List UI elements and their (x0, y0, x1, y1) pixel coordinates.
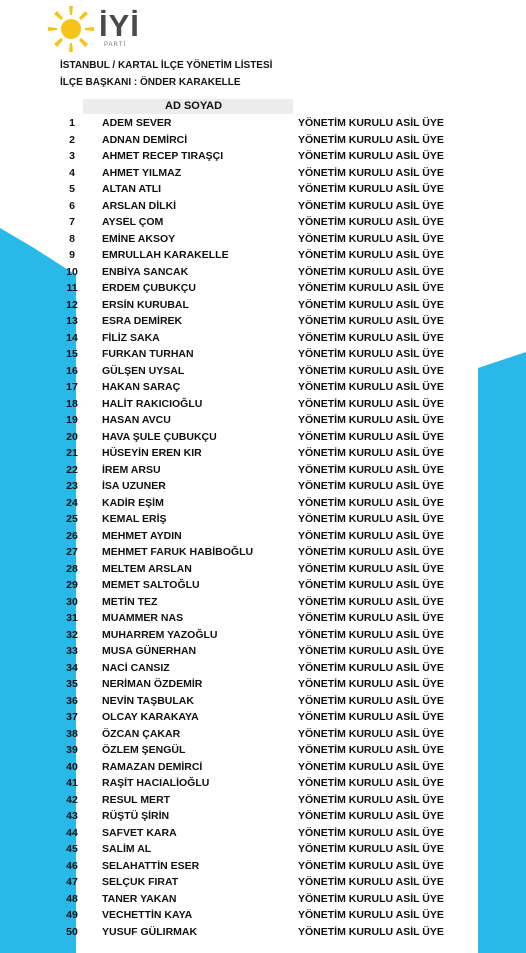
table-row (0, 644, 526, 661)
row-number: 22 (66, 463, 78, 476)
member-name: İSA UZUNER (102, 480, 166, 492)
row-number: 13 (66, 315, 78, 327)
row-number: 44 (66, 826, 78, 839)
member-name: ADEM SEVER (102, 117, 172, 129)
member-role: YÖNETİM KURULU ASİL ÜYE (298, 166, 444, 179)
table-row (0, 215, 526, 232)
member-role: YÖNETİM KURULU ASİL ÜYE (298, 612, 444, 624)
row-number: 2 (69, 133, 75, 146)
row-number: 6 (69, 199, 75, 212)
member-name: FİLİZ SAKA (102, 331, 160, 344)
member-name: MUSA GÜNERHAN (102, 645, 197, 657)
table-row (0, 776, 526, 793)
row-number: 38 (66, 727, 78, 740)
member-role: YÖNETİM KURULU ASİL ÜYE (298, 793, 444, 806)
member-role: YÖNETİM KURULU ASİL ÜYE (298, 529, 444, 542)
row-number: 27 (66, 546, 78, 558)
logo-wordmark: İYİ (99, 8, 140, 43)
member-role: YÖNETİM KURULU ASİL ÜYE (298, 843, 444, 855)
member-role: YÖNETİM KURULU ASİL ÜYE (298, 150, 444, 162)
member-role: YÖNETİM KURULU ASİL ÜYE (298, 232, 444, 245)
member-name: AHMET YILMAZ (102, 166, 182, 179)
document-title: İSTANBUL / KARTAL İLÇE YÖNETİM LİSTESİ (60, 60, 273, 71)
table-row (0, 248, 526, 265)
member-role: YÖNETİM KURULU ASİL ÜYE (298, 364, 444, 377)
row-number: 49 (66, 909, 78, 921)
member-role: YÖNETİM KURULU ASİL ÜYE (298, 562, 444, 575)
table-row (0, 446, 526, 463)
table-row (0, 809, 526, 826)
member-list (0, 116, 526, 941)
row-number: 15 (66, 348, 78, 360)
member-role: YÖNETİM KURULU ASİL ÜYE (298, 463, 444, 476)
member-name: OLCAY KARAKAYA (102, 711, 199, 723)
member-name: ADNAN DEMİRCİ (102, 133, 188, 146)
member-name: ENBİYA SANCAK (102, 265, 189, 278)
member-role: YÖNETİM KURULU ASİL ÜYE (298, 826, 444, 839)
row-number: 35 (66, 678, 78, 690)
member-name: GÜLŞEN UYSAL (102, 364, 185, 377)
table-row (0, 430, 526, 447)
member-name: METİN TEZ (102, 595, 158, 608)
member-role: YÖNETİM KURULU ASİL ÜYE (298, 183, 444, 195)
row-number: 29 (66, 579, 78, 591)
member-name: MUHARREM YAZOĞLU (102, 628, 218, 641)
member-name: NACİ CANSIZ (102, 661, 170, 674)
table-row (0, 578, 526, 595)
member-role: YÖNETİM KURULU ASİL ÜYE (298, 810, 444, 822)
member-name: RÜŞTÜ ŞİRİN (102, 810, 170, 822)
member-role: YÖNETİM KURULU ASİL ÜYE (298, 909, 444, 921)
member-name: SALİM AL (102, 843, 152, 855)
row-number: 37 (66, 711, 78, 723)
member-role: YÖNETİM KURULU ASİL ÜYE (298, 876, 444, 888)
member-role: YÖNETİM KURULU ASİL ÜYE (298, 348, 444, 360)
row-number: 7 (69, 216, 75, 228)
member-role: YÖNETİM KURULU ASİL ÜYE (298, 397, 444, 410)
member-name: ARSLAN DİLKİ (102, 199, 177, 212)
table-row (0, 859, 526, 876)
member-role: YÖNETİM KURULU ASİL ÜYE (298, 892, 444, 905)
member-name: ESRA DEMİREK (102, 315, 183, 327)
member-role: YÖNETİM KURULU ASİL ÜYE (298, 727, 444, 740)
table-row (0, 793, 526, 810)
row-number: 5 (69, 183, 75, 195)
row-number: 31 (66, 612, 78, 624)
row-number: 43 (66, 810, 78, 822)
table-row (0, 512, 526, 529)
member-role: YÖNETİM KURULU ASİL ÜYE (298, 381, 444, 393)
column-header (83, 99, 293, 114)
row-number: 28 (66, 562, 78, 575)
row-number: 24 (66, 496, 78, 509)
member-role: YÖNETİM KURULU ASİL ÜYE (298, 925, 444, 938)
row-number: 40 (66, 760, 78, 773)
row-number: 45 (66, 843, 78, 855)
table-row (0, 133, 526, 150)
row-number: 42 (66, 793, 78, 806)
member-name: HAKAN SARAÇ (102, 381, 181, 393)
table-row (0, 710, 526, 727)
table-row (0, 842, 526, 859)
table-row (0, 677, 526, 694)
row-number: 8 (69, 232, 75, 245)
member-name: YUSUF GÜLIRMAK (102, 925, 198, 938)
row-number: 1 (69, 117, 75, 129)
member-role: YÖNETİM KURULU ASİL ÜYE (298, 595, 444, 608)
member-name: ALTAN ATLI (102, 183, 162, 195)
table-row (0, 496, 526, 513)
table-row (0, 529, 526, 546)
table-row (0, 281, 526, 298)
table-row (0, 199, 526, 216)
row-number: 21 (66, 447, 78, 459)
member-role: YÖNETİM KURULU ASİL ÜYE (298, 447, 444, 459)
member-role: YÖNETİM KURULU ASİL ÜYE (298, 315, 444, 327)
row-number: 23 (66, 480, 78, 492)
member-role: YÖNETİM KURULU ASİL ÜYE (298, 282, 444, 294)
member-role: YÖNETİM KURULU ASİL ÜYE (298, 694, 444, 707)
row-number: 39 (66, 744, 78, 756)
row-number: 4 (69, 166, 75, 179)
member-name: MEMET SALTOĞLU (102, 579, 200, 591)
member-role: YÖNETİM KURULU ASİL ÜYE (298, 645, 444, 657)
table-row (0, 694, 526, 711)
member-role: YÖNETİM KURULU ASİL ÜYE (298, 430, 444, 443)
row-number: 19 (66, 414, 78, 426)
table-row (0, 826, 526, 843)
member-name: HÜSEYİN EREN KIR (102, 447, 202, 459)
member-name: HALİT RAKICIOĞLU (102, 397, 203, 410)
member-role: YÖNETİM KURULU ASİL ÜYE (298, 480, 444, 492)
member-role: YÖNETİM KURULU ASİL ÜYE (298, 133, 444, 146)
table-row (0, 875, 526, 892)
row-number: 33 (66, 645, 78, 657)
member-role: YÖNETİM KURULU ASİL ÜYE (298, 331, 444, 344)
member-name: İREM ARSU (102, 463, 161, 476)
table-row (0, 760, 526, 777)
member-role: YÖNETİM KURULU ASİL ÜYE (298, 546, 444, 558)
column-header-label: AD SOYAD (165, 100, 223, 112)
member-role: YÖNETİM KURULU ASİL ÜYE (298, 678, 444, 690)
member-name: SELÇUK FIRAT (102, 876, 179, 888)
table-row (0, 479, 526, 496)
member-role: YÖNETİM KURULU ASİL ÜYE (298, 661, 444, 674)
member-name: NERİMAN ÖZDEMİR (102, 678, 203, 690)
member-name: RAŞİT HACIALİOĞLU (102, 777, 210, 789)
row-number: 17 (66, 381, 78, 393)
member-name: FURKAN TURHAN (102, 348, 194, 360)
member-name: MUAMMER NAS (102, 612, 184, 624)
member-name: NEVİN TAŞBULAK (102, 694, 194, 707)
member-role: YÖNETİM KURULU ASİL ÜYE (298, 628, 444, 641)
row-number: 48 (66, 892, 78, 905)
member-name: MEHMET AYDIN (102, 529, 182, 542)
member-name: RESUL MERT (102, 793, 171, 806)
member-name: MELTEM ARSLAN (102, 562, 192, 575)
table-row (0, 380, 526, 397)
table-row (0, 611, 526, 628)
member-role: YÖNETİM KURULU ASİL ÜYE (298, 216, 444, 228)
member-name: ERSİN KURUBAL (102, 298, 189, 311)
member-name: ÖZLEM ŞENGÜL (102, 744, 186, 756)
row-number: 18 (66, 397, 78, 410)
member-role: YÖNETİM KURULU ASİL ÜYE (298, 579, 444, 591)
logo-subtext: PARTİ (104, 42, 127, 48)
table-row (0, 347, 526, 364)
table-row (0, 116, 526, 133)
row-number: 16 (66, 364, 78, 377)
row-number: 34 (66, 661, 78, 674)
member-name: RAMAZAN DEMİRCİ (102, 760, 203, 773)
table-row (0, 331, 526, 348)
table-row (0, 628, 526, 645)
row-number: 41 (66, 777, 78, 789)
row-number: 3 (69, 150, 75, 162)
row-number: 9 (69, 249, 75, 261)
table-row (0, 298, 526, 315)
table-row (0, 545, 526, 562)
member-name: SAFVET KARA (102, 826, 177, 839)
row-number: 20 (66, 430, 78, 443)
table-row (0, 562, 526, 579)
member-role: YÖNETİM KURULU ASİL ÜYE (298, 265, 444, 278)
table-row (0, 595, 526, 612)
member-name: SELAHATTİN ESER (102, 859, 200, 872)
member-name: KADİR EŞİM (102, 496, 164, 509)
member-role: YÖNETİM KURULU ASİL ÜYE (298, 249, 444, 261)
table-row (0, 661, 526, 678)
table-row (0, 892, 526, 909)
member-role: YÖNETİM KURULU ASİL ÜYE (298, 199, 444, 212)
member-role: YÖNETİM KURULU ASİL ÜYE (298, 760, 444, 773)
row-number: 12 (66, 298, 78, 311)
member-name: MEHMET FARUK HABİBOĞLU (102, 546, 254, 558)
table-row (0, 149, 526, 166)
table-row (0, 182, 526, 199)
row-number: 47 (66, 876, 78, 888)
member-role: YÖNETİM KURULU ASİL ÜYE (298, 744, 444, 756)
row-number: 11 (66, 282, 78, 294)
member-role: YÖNETİM KURULU ASİL ÜYE (298, 859, 444, 872)
sun-icon (46, 4, 96, 54)
member-role: YÖNETİM KURULU ASİL ÜYE (298, 414, 444, 426)
party-logo (46, 4, 146, 54)
table-row (0, 727, 526, 744)
row-number: 26 (66, 529, 78, 542)
row-number: 25 (66, 513, 78, 525)
table-row (0, 314, 526, 331)
table-row (0, 166, 526, 183)
row-number: 50 (66, 925, 78, 938)
row-number: 36 (66, 694, 78, 707)
row-number: 10 (66, 265, 78, 278)
table-row (0, 463, 526, 480)
member-name: ÖZCAN ÇAKAR (102, 727, 181, 740)
table-row (0, 364, 526, 381)
table-row (0, 232, 526, 249)
member-role: YÖNETİM KURULU ASİL ÜYE (298, 496, 444, 509)
district-chairman: İLÇE BAŞKANI : ÖNDER KARAKELLE (60, 77, 241, 88)
member-name: AHMET RECEP TIRAŞÇI (102, 150, 224, 162)
row-number: 46 (66, 859, 78, 872)
member-name: TANER YAKAN (102, 892, 177, 905)
table-row (0, 908, 526, 925)
member-name: EMRULLAH KARAKELLE (102, 249, 229, 261)
table-row (0, 925, 526, 942)
member-name: ERDEM ÇUBUKÇU (102, 282, 196, 294)
member-name: HASAN AVCU (102, 414, 171, 426)
table-row (0, 413, 526, 430)
table-row (0, 743, 526, 760)
row-number: 32 (66, 628, 78, 641)
member-name: VECHETTİN KAYA (102, 909, 193, 921)
table-row (0, 265, 526, 282)
member-name: AYSEL ÇOM (102, 216, 164, 228)
member-name: EMİNE AKSOY (102, 232, 176, 245)
member-role: YÖNETİM KURULU ASİL ÜYE (298, 711, 444, 723)
member-role: YÖNETİM KURULU ASİL ÜYE (298, 777, 444, 789)
row-number: 14 (66, 331, 78, 344)
member-role: YÖNETİM KURULU ASİL ÜYE (298, 298, 444, 311)
member-name: HAVA ŞULE ÇUBUKÇU (102, 430, 217, 443)
member-role: YÖNETİM KURULU ASİL ÜYE (298, 117, 444, 129)
member-role: YÖNETİM KURULU ASİL ÜYE (298, 513, 444, 525)
table-row (0, 397, 526, 414)
row-number: 30 (66, 595, 78, 608)
member-name: KEMAL ERİŞ (102, 513, 167, 525)
